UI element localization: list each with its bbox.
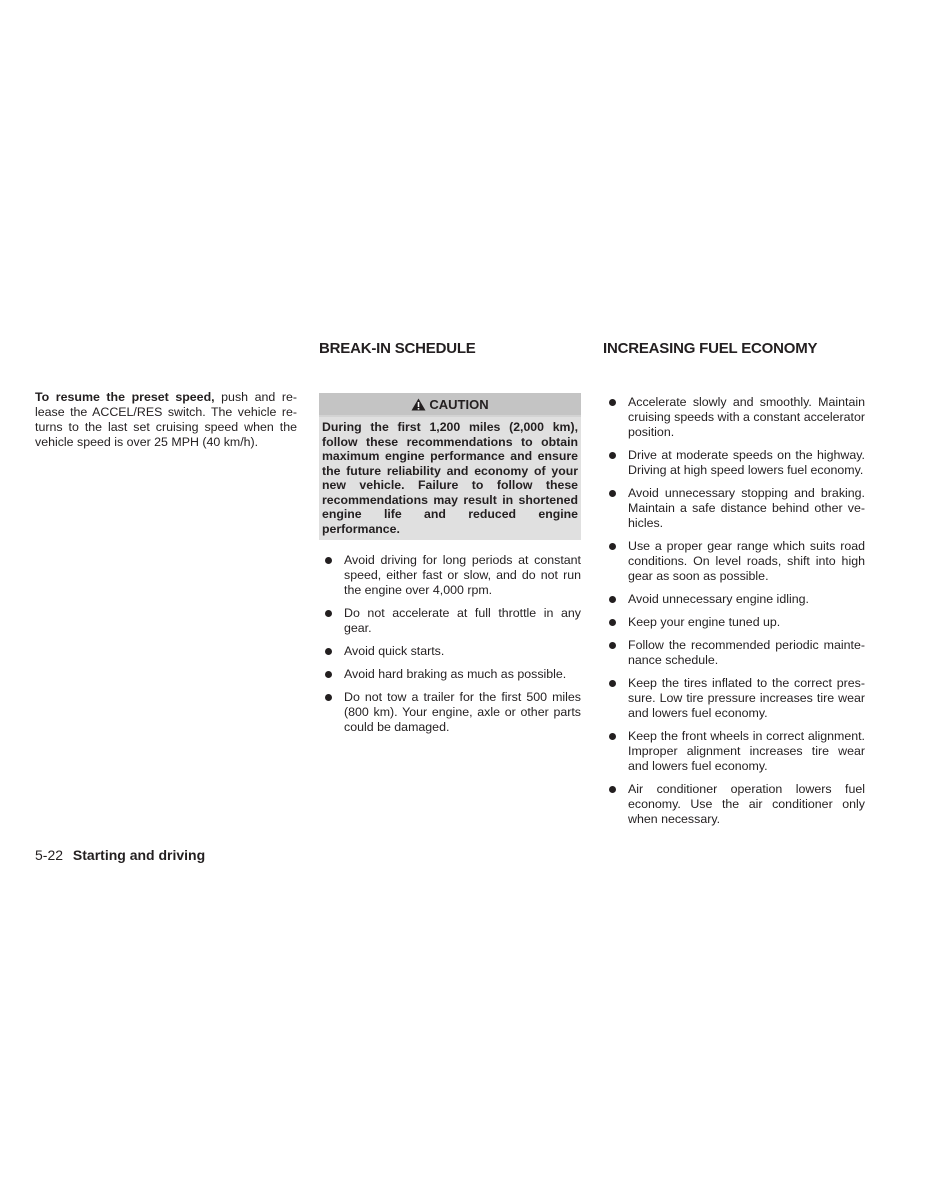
caution-header [319, 393, 581, 415]
list-item [319, 690, 581, 735]
bullet-icon [609, 733, 616, 740]
caution-label: CAUTION [429, 396, 489, 412]
fuel-economy-list [603, 395, 865, 827]
resume-text: push and release the ACCEL/RES switch. The vehicle returns to the last set cruising speed when the vehicle speed is over 25 MPH (40 km/h). [35, 390, 297, 449]
caution-box [319, 393, 581, 540]
list-item-text: Keep the tires inflated to the correct pressure. Low tire pressure increases tire wear and lowers fuel economy. [628, 676, 865, 720]
bullet-icon [325, 557, 332, 564]
list-item [603, 592, 865, 607]
bullet-icon [325, 694, 332, 701]
list-item [319, 553, 581, 598]
bullet-icon [325, 610, 332, 617]
list-item [319, 667, 581, 682]
list-item-text: Avoid quick starts. [344, 644, 445, 658]
bullet-icon [609, 543, 616, 550]
list-item [319, 644, 581, 659]
break-in-list [319, 553, 581, 735]
list-item [319, 606, 581, 636]
list-item-text: Avoid hard braking as much as possible. [344, 667, 567, 681]
bullet-icon [609, 680, 616, 687]
list-item [603, 486, 865, 531]
list-item-text: Avoid unnecessary stopping and braking. Maintain a safe distance behind other vehicles. [628, 486, 865, 530]
list-item-text: Accelerate slowly and smoothly. Maintain cruising speeds with a constant accelerator position. [628, 395, 865, 439]
bullet-icon [609, 452, 616, 459]
left-column [35, 390, 297, 450]
bullet-icon [325, 671, 332, 678]
bullet-icon [609, 786, 616, 793]
caution-text: During the first 1,200 miles (2,000 km), follow these recommendations to obtain maximum engine performance and ensure the future reliability and economy of your new vehicle. Failure to follow these recommendations may result in shortened engine life and reduced engine performance. [319, 417, 581, 540]
fuel-economy-column [603, 340, 865, 835]
page-number: 5-22 [35, 847, 64, 863]
list-item [603, 638, 865, 668]
list-item-text: Avoid unnecessary engine idling. [628, 592, 809, 606]
section-title: Starting and driving [72, 847, 206, 863]
list-item-text: Do not accelerate at full throttle in any gear. [344, 606, 581, 635]
list-item [603, 395, 865, 440]
bullet-icon [609, 642, 616, 649]
list-item-text: Drive at moderate speeds on the highway. Driving at high speed lowers fuel economy. [628, 448, 865, 477]
list-item [603, 448, 865, 478]
list-item-text: Avoid driving for long periods at constant speed, either fast or slow, and do not run the engine over 4,000 rpm. [344, 553, 581, 597]
list-item [603, 782, 865, 827]
break-in-column [319, 340, 581, 743]
bullet-icon [609, 619, 616, 626]
list-item-text: Follow the recommended periodic maintenance schedule. [628, 638, 865, 667]
break-in-heading: BREAK-IN SCHEDULE [319, 340, 476, 357]
list-item-text: Air conditioner operation lowers fuel economy. Use the air conditioner only when necessary. [628, 782, 865, 826]
list-item [603, 615, 865, 630]
bullet-icon [609, 399, 616, 406]
bullet-icon [609, 596, 616, 603]
bullet-icon [609, 490, 616, 497]
resume-preset-speed-paragraph [35, 390, 297, 450]
page-footer [35, 847, 205, 863]
list-item-text: Keep your engine tuned up. [628, 615, 781, 629]
bullet-icon [325, 648, 332, 655]
resume-lead-bold: To resume the preset speed, [35, 390, 215, 404]
list-item [603, 676, 865, 721]
list-item [603, 729, 865, 774]
list-item [603, 539, 865, 584]
list-item-text: Use a proper gear range which suits road conditions. On level roads, shift into high gear as soon as possible. [628, 539, 865, 583]
list-item-text: Keep the front wheels in correct alignment. Improper alignment increases tire wear and lowers fuel economy. [628, 729, 865, 773]
fuel-economy-heading: INCREASING FUEL ECONOMY [603, 340, 818, 357]
list-item-text: Do not tow a trailer for the first 500 miles (800 km). Your engine, axle or other parts could be damaged. [344, 690, 581, 734]
warning-triangle-icon [411, 398, 426, 411]
